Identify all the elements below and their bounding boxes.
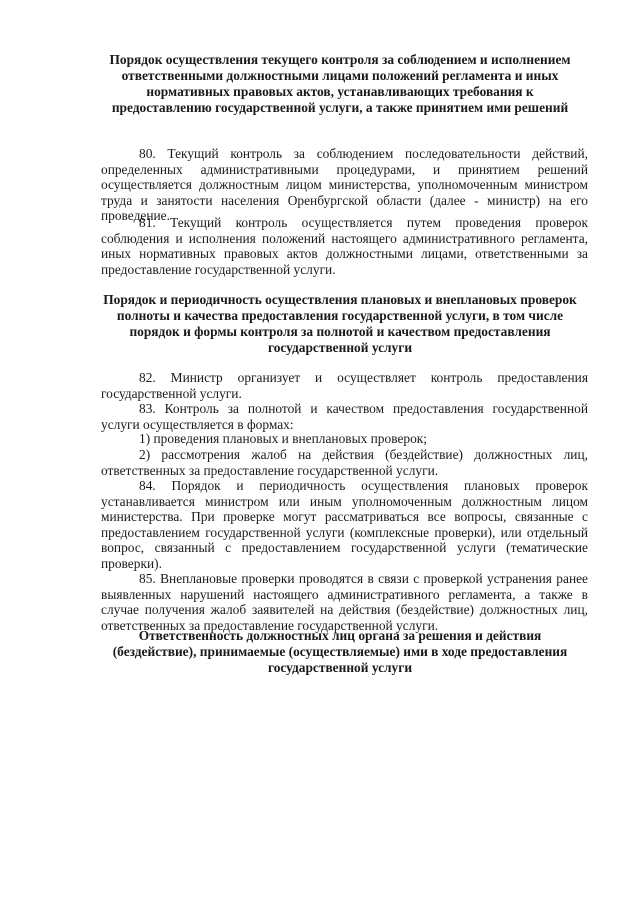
section-heading-current-control: Порядок осуществления текущего контроля за соблюдением и исполнением ответственными должностными лицами положений регламента и иных нормативных правовых актов, устанавливающих требования к предоставлению государственной услуги, а также принятием ими решений [109, 52, 571, 115]
paragraph-81: 81. Текущий контроль осуществляется путем проведения проверок соблюдения и исполнения положений настоящего административного регламента, иных нормативных правовых актов должностными лицами, ответственными за предоставление государственной услуги. [101, 215, 588, 277]
section-heading-responsibility: Ответственность должностных лиц органа за решения и действия (бездействие), принимаемые (осуществляемые) ими в ходе предоставления государственной услуги [112, 628, 568, 675]
paragraph-82: 82. Министр организует и осуществляет контроль предоставления государственной услуги. [101, 370, 588, 401]
paragraph-83: 83. Контроль за полнотой и качеством предоставления государственной услуги осуществляется в формах: [101, 401, 588, 432]
paragraph-83-item-1: 1) проведения плановых и внеплановых проверок; [139, 431, 428, 446]
paragraph-84: 84. Порядок и периодичность осуществления плановых проверок устанавливается министром или иным уполномоченным должностным лицом министерства. При проверке могут рассматриваться все вопросы, связанные с предоставлением государственной услуги (комплексные проверки), или отдельный вопрос, связанный с предоставлением государственной услуги (тематические проверки). [101, 478, 588, 571]
paragraph-85: 85. Внеплановые проверки проводятся в связи с проверкой устранения ранее выявленных нарушений настоящего административного регламента, а также в случае получения жалоб заявителей на действия (бездействие) должностных лиц, ответственных за предоставление государственной услуги. [101, 571, 588, 633]
paragraph-83-item-2: 2) рассмотрения жалоб на действия (бездействие) должностных лиц, ответственных за предоставление государственной услуги. [101, 447, 588, 478]
paragraph-80: 80. Текущий контроль за соблюдением последовательности действий, определенных административными процедурами, и принятием решений осуществляется должностным лицом министерства, уполномоченным министром труда и занятости населения Оренбургской области (далее - министр) на его проведение. [101, 146, 588, 224]
section-heading-inspections: Порядок и периодичность осуществления плановых и внеплановых проверок полноты и качества предоставления государственной услуги, в том числе порядок и формы контроля за полнотой и качеством предоставления государственной услуги [103, 292, 577, 355]
